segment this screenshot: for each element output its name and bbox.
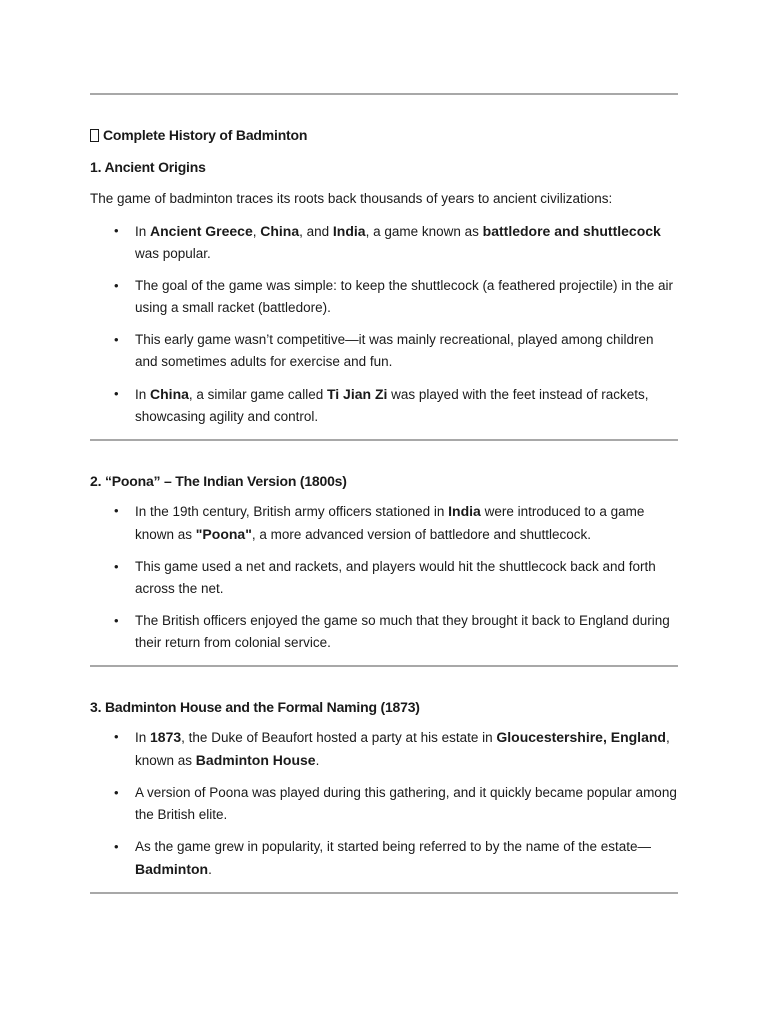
bold-text: battledore and shuttlecock — [482, 223, 661, 239]
list-item-text: This game used a net and rackets, and players would hit the shuttlecock back and forth across the net. — [135, 559, 656, 596]
bold-text: Ti Jian Zi — [326, 386, 388, 402]
document-page — [90, 0, 678, 894]
list-item-text: . — [315, 753, 320, 768]
list-item-text: , the Duke of Beaufort hosted a party at his estate in — [181, 730, 497, 745]
list-item-text: In — [135, 387, 151, 402]
bullet-list — [90, 220, 678, 428]
bold-text: Badminton House — [195, 752, 316, 768]
list-item-text: The British officers enjoyed the game so much that they brought it back to England during their return from colonial service. — [135, 613, 670, 650]
bullet-icon: • — [114, 386, 119, 401]
horizontal-rule — [90, 665, 678, 667]
bold-text: Badminton — [135, 861, 209, 877]
bullet-icon: • — [114, 559, 119, 574]
bold-text: India — [448, 503, 481, 519]
bullet-icon: • — [114, 503, 119, 518]
list-item — [90, 782, 678, 826]
bold-text: Gloucestershire, England — [496, 729, 666, 745]
list-item — [90, 610, 678, 654]
list-item — [90, 726, 678, 772]
bullet-icon: • — [114, 729, 119, 744]
bullet-list — [90, 726, 678, 881]
section-heading: 3. Badminton House and the Formal Naming (1873) — [90, 699, 420, 715]
list-item — [90, 500, 678, 546]
list-item-text: , and — [299, 224, 333, 239]
list-item-text: In — [135, 730, 151, 745]
list-item-text: , a more advanced version of battledore and shuttlecock. — [251, 527, 592, 542]
bold-text: China — [260, 223, 300, 239]
list-item-text: A version of Poona was played during this gathering, and it quickly became popular among the British elite. — [135, 785, 677, 822]
list-item-text: was played with the feet instead of rackets, showcasing agility and control. — [135, 387, 649, 424]
list-item — [90, 329, 678, 373]
list-item — [90, 556, 678, 600]
bold-text: India — [332, 223, 366, 239]
horizontal-rule — [90, 93, 678, 95]
bullet-icon: • — [114, 613, 119, 628]
horizontal-rule — [90, 892, 678, 894]
bullet-icon: • — [114, 223, 119, 238]
bullet-icon: • — [114, 785, 119, 800]
bold-text: China — [150, 386, 189, 402]
bullet-icon: • — [114, 332, 119, 347]
list-item-text: , a game known as — [365, 224, 483, 239]
list-item — [90, 275, 678, 319]
bullet-icon: • — [114, 839, 119, 854]
section-heading: 1. Ancient Origins — [90, 159, 206, 175]
document-title — [90, 126, 678, 144]
list-item-text: , a similar game called — [188, 387, 327, 402]
list-item-text: . — [208, 862, 212, 877]
bullet-icon: • — [114, 278, 119, 293]
list-item-text: In — [135, 224, 151, 239]
section-heading: 2. “Poona” – The Indian Version (1800s) — [90, 473, 347, 489]
section-poona — [90, 472, 678, 654]
list-item — [90, 220, 678, 265]
bullet-list — [90, 500, 678, 654]
list-item-text: In the 19th century, British army officers stationed in — [135, 504, 449, 519]
bold-text: 1873 — [150, 729, 182, 745]
section-ancient-origins — [90, 158, 678, 428]
list-item — [90, 383, 678, 428]
list-item-text: , known as — [135, 730, 670, 768]
list-item-text: was popular. — [135, 246, 211, 261]
horizontal-rule — [90, 439, 678, 441]
bold-text: "Poona" — [195, 526, 252, 542]
bold-text: Ancient Greece — [150, 223, 253, 239]
document-title-text: Complete History of Badminton — [103, 127, 308, 143]
list-item-text: As the game grew in popularity, it started being referred to by the name of the estate— — [135, 839, 652, 854]
section-badminton-house — [90, 698, 678, 881]
list-item-text: were introduced to a game known as — [135, 504, 645, 542]
list-item-text: This early game wasn’t competitive—it was mainly recreational, played among children and sometimes adults for exercise and fun. — [135, 332, 654, 369]
section-intro: The game of badminton traces its roots back thousands of years to ancient civilizations: — [90, 191, 613, 206]
missing-glyph-icon — [90, 129, 99, 142]
list-item-text: , — [252, 224, 261, 239]
list-item-text: The goal of the game was simple: to keep the shuttlecock (a feathered projectile) in the air using a small racket (battledore). — [135, 278, 674, 315]
list-item — [90, 836, 678, 881]
